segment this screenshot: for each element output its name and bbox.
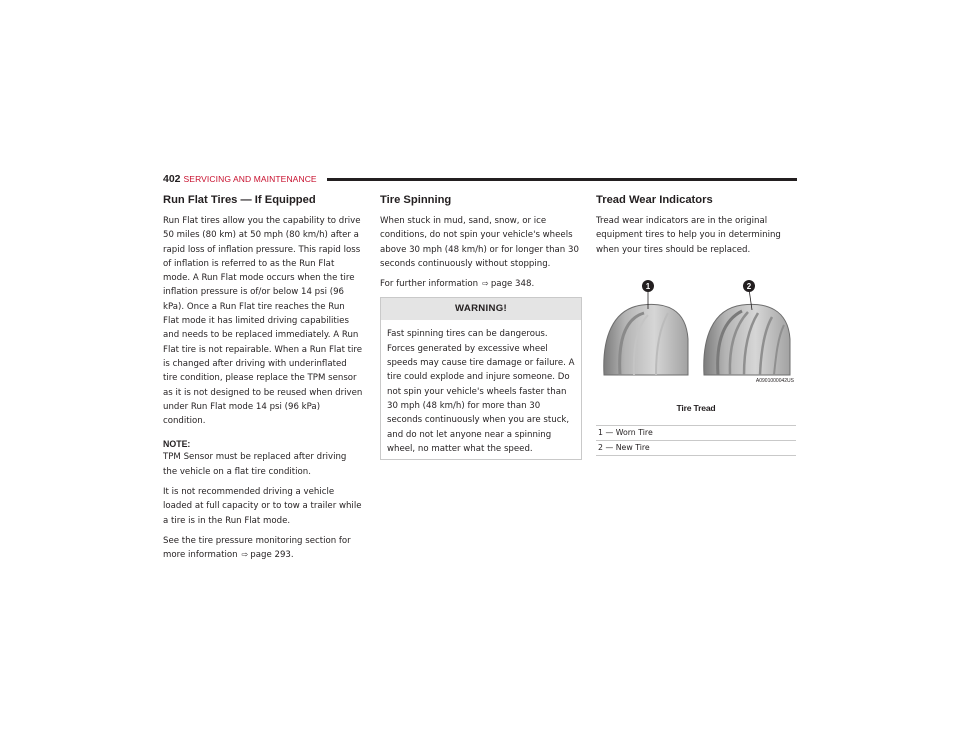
new-tire-icon — [704, 304, 790, 375]
warning-title: WARNING! — [381, 298, 581, 320]
tpms-reference-text: See the tire pressure monitoring section for more information — [163, 535, 351, 561]
run-flat-heading: Run Flat Tires — If Equipped — [163, 194, 316, 206]
legend-item-worn-tire: 1 — Worn Tire — [596, 425, 796, 440]
figure-legend — [596, 425, 796, 456]
tire-tread-figure — [596, 279, 796, 399]
run-flat-column — [163, 194, 363, 569]
page-link-348[interactable]: page 348. — [490, 279, 535, 290]
note-label: NOTE: — [163, 439, 191, 450]
tread-wear-column — [596, 194, 796, 456]
further-info-text: For further information — [380, 279, 479, 290]
tread-wear-heading: Tread Wear Indicators — [596, 194, 713, 206]
tire-tread-illustration — [596, 279, 796, 399]
run-flat-paragraph: Run Flat tires allow you the capability to drive 50 miles (80 km) at 50 mph (80 km/h) after a rapid loss of inflation pressure. This rapid loss of inflation is referred to as the Run Flat mode. A Run Flat mode occurs when the tire inflation pressure is of/or below 14 psi (96 kPa). Once a Run Flat tire reaches the Run Flat mode it has limited driving capabilities and needs to be replaced immediately. A Run Flat tire is not repairable. When a Run Flat tire is changed after driving with underinflated tire condition, please replace the TPM sensor as it is not designed to be reused when driven under Run Flat mode 14 psi (96 kPa) condition. — [163, 216, 363, 427]
tread-wear-paragraph: Tread wear indicators are in the original equipment tires to help you in determining when your tires should be replaced. — [596, 216, 781, 255]
tpms-reference-paragraph — [163, 534, 363, 563]
arrow-right-icon: ⇨ — [241, 550, 249, 560]
tire-spinning-column — [380, 194, 580, 460]
section-title: SERVICING AND MAINTENANCE — [183, 174, 317, 184]
callout-2-label: 2 — [746, 281, 752, 291]
run-flat-paragraph-2: It is not recommended driving a vehicle loaded at full capacity or to tow a trailer while a tire is in the Run Flat mode. — [163, 487, 362, 526]
note-text: TPM Sensor must be replaced after driving the vehicle on a flat tire condition. — [163, 452, 347, 477]
page-link-293[interactable]: page 293. — [250, 550, 294, 561]
further-info-paragraph — [380, 277, 580, 291]
page-header — [163, 172, 797, 186]
page-number: 402 — [163, 173, 181, 185]
tire-spinning-paragraph: When stuck in mud, sand, snow, or ice conditions, do not spin your vehicle's wheels above 30 mph (48 km/h) or for longer than 30 seconds continuously without stopping. — [380, 216, 579, 269]
legend-item-new-tire: 2 — New Tire — [596, 440, 796, 456]
figure-caption: Tire Tread — [676, 402, 716, 413]
warning-box — [380, 297, 582, 460]
tire-spinning-heading: Tire Spinning — [380, 194, 452, 206]
image-code: A0901000042US — [755, 377, 794, 384]
arrow-right-icon: ⇨ — [482, 279, 489, 289]
warning-text: Fast spinning tires can be dangerous. Forces generated by excessive wheel speeds may cause tire damage or failure. A tire could explode and injure someone. Do not spin your vehicle's wheels faster than 30 mph (48 km/h) for more than 30 seconds continuously when you are stuck, and do not let anyone near a spinning wheel, no matter what the speed. — [387, 329, 575, 454]
header-rule — [327, 178, 797, 181]
callout-1-label: 1 — [645, 281, 651, 291]
worn-tire-icon — [604, 304, 688, 375]
